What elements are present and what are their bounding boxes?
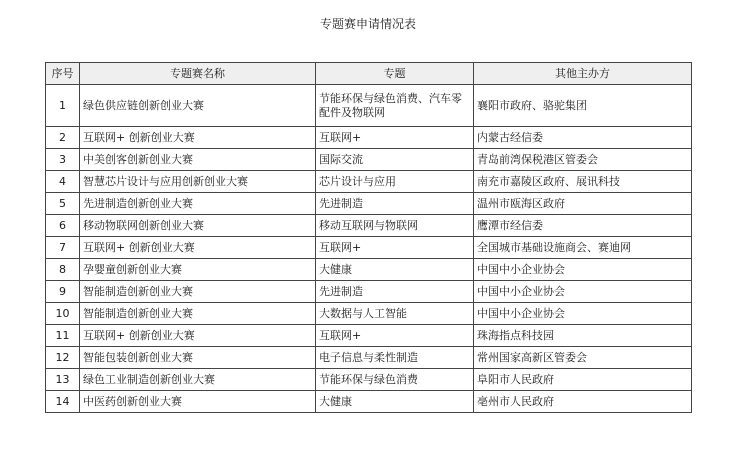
row-index: 6 <box>46 215 80 237</box>
co-organizers: 常州国家高新区管委会 <box>474 347 692 369</box>
row-index: 5 <box>46 193 80 215</box>
co-organizers: 中国中小企业协会 <box>474 303 692 325</box>
row-index: 11 <box>46 325 80 347</box>
table-row <box>46 193 692 215</box>
header-competition-name: 专题赛名称 <box>80 63 316 85</box>
co-organizers: 南充市嘉陵区政府、展讯科技 <box>474 171 692 193</box>
topic: 互联网+ <box>316 127 474 149</box>
row-index: 10 <box>46 303 80 325</box>
co-organizers: 内蒙古经信委 <box>474 127 692 149</box>
header-topic: 专题 <box>316 63 474 85</box>
topic: 大健康 <box>316 259 474 281</box>
competition-name: 智慧芯片设计与应用创新创业大赛 <box>80 171 316 193</box>
table-row <box>46 281 692 303</box>
table-row <box>46 325 692 347</box>
table-row <box>46 149 692 171</box>
co-organizers: 中国中小企业协会 <box>474 259 692 281</box>
topic: 先进制造 <box>316 281 474 303</box>
competition-name: 中医药创新创业大赛 <box>80 391 316 413</box>
table-row <box>46 85 692 127</box>
topic: 大数据与人工智能 <box>316 303 474 325</box>
row-index: 14 <box>46 391 80 413</box>
co-organizers: 青岛前湾保税港区管委会 <box>474 149 692 171</box>
table-row <box>46 391 692 413</box>
table-row <box>46 259 692 281</box>
co-organizers: 襄阳市政府、骆驼集团 <box>474 85 692 127</box>
page-title: 专题赛申请情况表 <box>319 17 416 31</box>
row-index: 4 <box>46 171 80 193</box>
co-organizers: 珠海指点科技园 <box>474 325 692 347</box>
table-row <box>46 171 692 193</box>
table-row <box>46 237 692 259</box>
row-index: 8 <box>46 259 80 281</box>
topic: 国际交流 <box>316 149 474 171</box>
competition-name: 孕婴童创新创业大赛 <box>80 259 316 281</box>
topic: 先进制造 <box>316 193 474 215</box>
co-organizers: 全国城市基础设施商会、赛迪网 <box>474 237 692 259</box>
topic: 节能环保与绿色消费 <box>316 369 474 391</box>
competition-name: 互联网+ 创新创业大赛 <box>80 325 316 347</box>
topic: 电子信息与柔性制造 <box>316 347 474 369</box>
row-index: 1 <box>46 85 80 127</box>
row-index: 7 <box>46 237 80 259</box>
application-table <box>45 62 692 413</box>
row-index: 13 <box>46 369 80 391</box>
header-co-organizers: 其他主办方 <box>474 63 692 85</box>
competition-name: 智能包装创新创业大赛 <box>80 347 316 369</box>
table-row <box>46 303 692 325</box>
table-row <box>46 127 692 149</box>
competition-name: 中美创客创新创业大赛 <box>80 149 316 171</box>
competition-name: 绿色工业制造创新创业大赛 <box>80 369 316 391</box>
competition-name: 互联网+ 创新创业大赛 <box>80 127 316 149</box>
table-row <box>46 369 692 391</box>
competition-name: 移动物联网创新创业大赛 <box>80 215 316 237</box>
table-row <box>46 215 692 237</box>
header-index: 序号 <box>46 63 80 85</box>
competition-name: 绿色供应链创新创业大赛 <box>80 85 316 127</box>
row-index: 9 <box>46 281 80 303</box>
competition-name: 智能制造创新创业大赛 <box>80 281 316 303</box>
topic: 节能环保与绿色消费、汽车零配件及物联网 <box>316 85 474 127</box>
topic: 互联网+ <box>316 237 474 259</box>
table-header-row <box>46 63 692 85</box>
co-organizers: 温州市瓯海区政府 <box>474 193 692 215</box>
row-index: 12 <box>46 347 80 369</box>
competition-name: 智能制造创新创业大赛 <box>80 303 316 325</box>
co-organizers: 亳州市人民政府 <box>474 391 692 413</box>
co-organizers: 中国中小企业协会 <box>474 281 692 303</box>
table-row <box>46 347 692 369</box>
topic: 互联网+ <box>316 325 474 347</box>
topic: 移动互联网与物联网 <box>316 215 474 237</box>
topic: 大健康 <box>316 391 474 413</box>
topic: 芯片设计与应用 <box>316 171 474 193</box>
co-organizers: 阜阳市人民政府 <box>474 369 692 391</box>
row-index: 2 <box>46 127 80 149</box>
competition-name: 互联网+ 创新创业大赛 <box>80 237 316 259</box>
co-organizers: 鹰潭市经信委 <box>474 215 692 237</box>
competition-name: 先进制造创新创业大赛 <box>80 193 316 215</box>
row-index: 3 <box>46 149 80 171</box>
